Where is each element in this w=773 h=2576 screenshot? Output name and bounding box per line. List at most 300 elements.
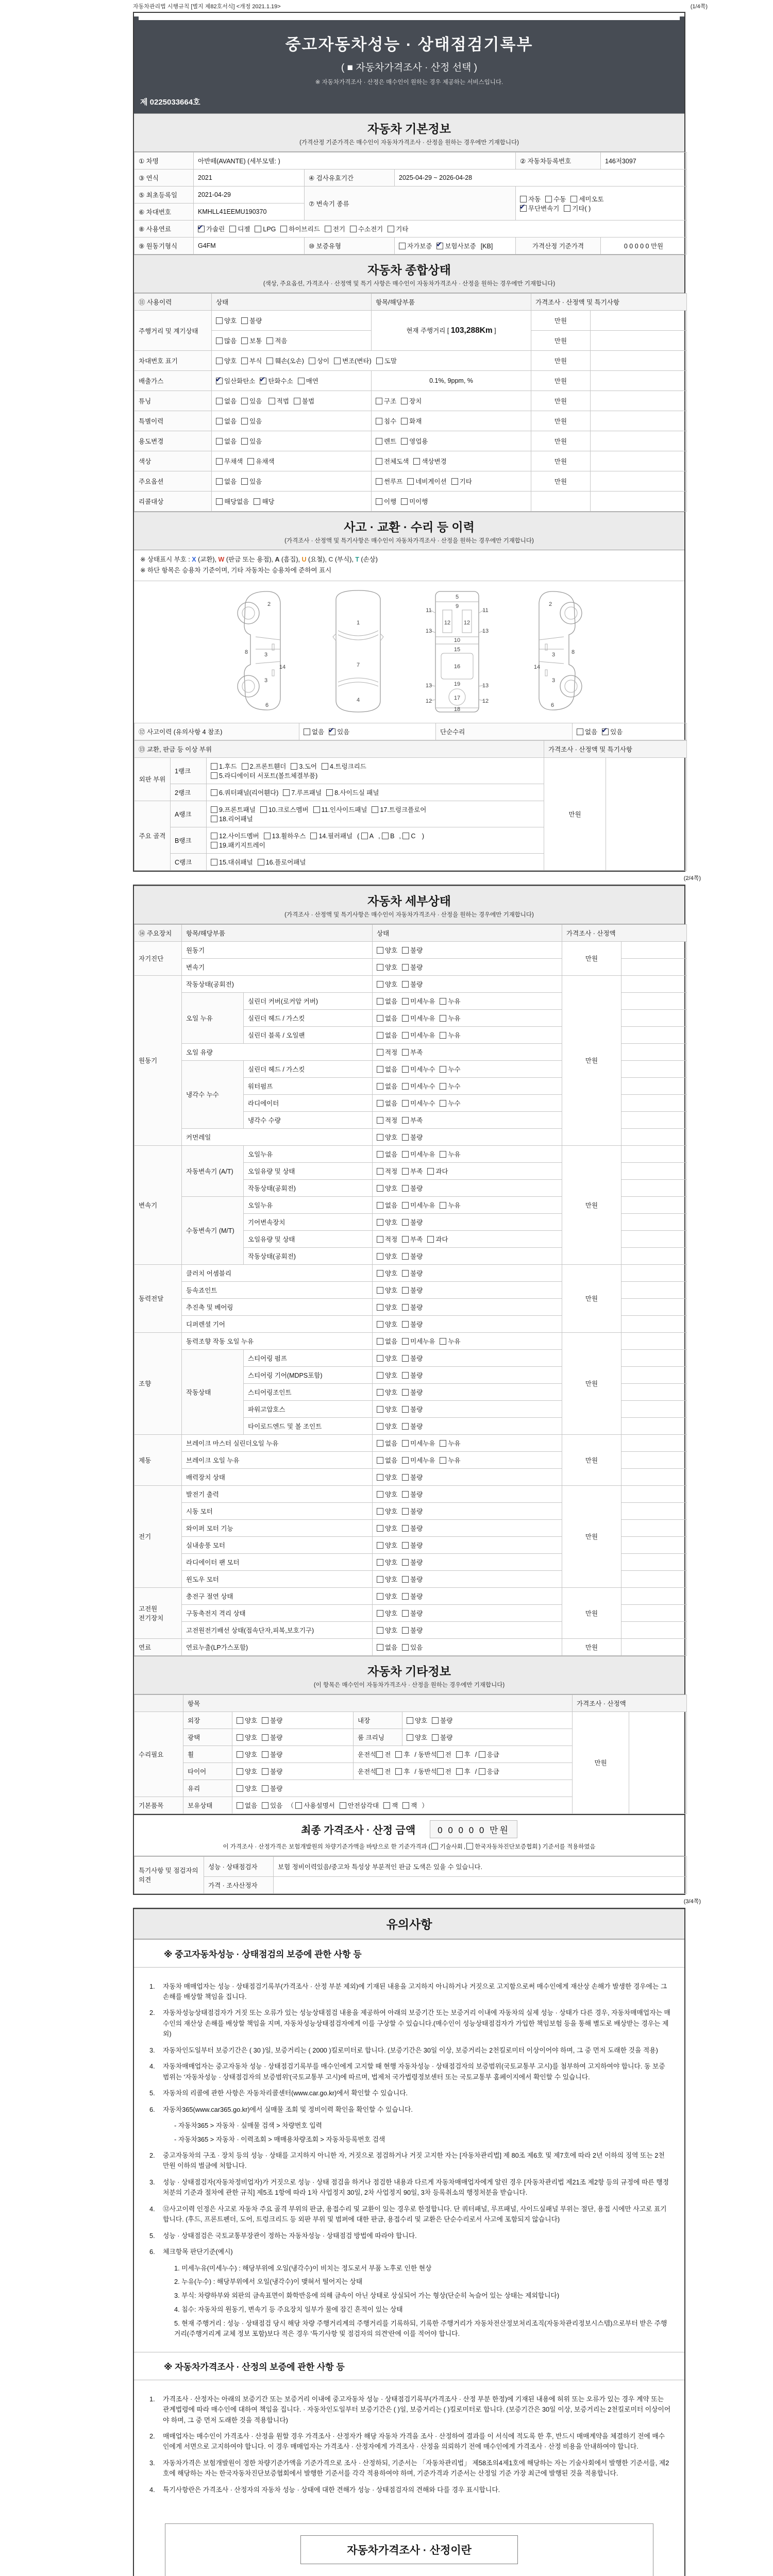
checkbox-후[interactable] [456, 1767, 470, 1776]
checkbox-box[interactable] [602, 728, 609, 735]
checkbox-box[interactable] [427, 1236, 434, 1243]
checkbox-있음[interactable] [241, 436, 262, 446]
checkbox-양호[interactable] [377, 1506, 397, 1516]
checkbox-색상변경[interactable] [413, 456, 446, 466]
checkbox-box[interactable] [340, 1802, 346, 1809]
checkbox-box[interactable] [262, 1785, 268, 1792]
checkbox-box[interactable] [432, 1717, 439, 1724]
checkbox-box[interactable] [377, 1644, 383, 1651]
checkbox-box[interactable] [313, 806, 320, 813]
checkbox-렌트[interactable] [376, 436, 396, 446]
checkbox-적정[interactable] [377, 1115, 397, 1125]
checkbox-box[interactable] [402, 1236, 409, 1243]
checkbox-box[interactable] [377, 1389, 383, 1396]
checkbox-없음[interactable] [237, 1801, 257, 1810]
checkbox-box[interactable] [377, 1270, 383, 1277]
checkbox-box[interactable] [577, 728, 583, 735]
checkbox-적정[interactable] [377, 1234, 397, 1244]
checkbox-후[interactable] [395, 1767, 410, 1776]
checkbox-box[interactable] [376, 398, 382, 404]
checkbox-box[interactable] [216, 418, 223, 425]
checkbox-box[interactable] [402, 1610, 409, 1617]
checkbox-양호[interactable] [377, 1574, 397, 1584]
checkbox-양호[interactable] [377, 1608, 397, 1618]
checkbox-적법[interactable] [268, 396, 289, 405]
checkbox-box[interactable] [377, 1321, 383, 1328]
checkbox-해당없음[interactable] [216, 497, 249, 506]
checkbox-box[interactable] [402, 1219, 409, 1226]
checkbox-box[interactable] [376, 498, 382, 505]
checkbox-box[interactable] [388, 226, 394, 232]
checkbox-box[interactable] [377, 1151, 383, 1158]
checkbox-box[interactable] [377, 1253, 383, 1260]
checkbox-box[interactable] [402, 1321, 409, 1328]
checkbox-box[interactable] [402, 1100, 409, 1107]
checkbox-box[interactable] [377, 1491, 383, 1498]
checkbox-기술사회[interactable] [431, 1842, 462, 1851]
checkbox-box[interactable] [325, 226, 331, 232]
checkbox-box[interactable] [402, 1015, 409, 1022]
checkbox-box[interactable] [291, 763, 297, 770]
checkbox-불량[interactable] [402, 945, 423, 955]
checkbox-box[interactable] [432, 1734, 439, 1741]
checkbox-훼손(오손)[interactable] [266, 356, 304, 365]
checkbox-box[interactable] [372, 806, 378, 813]
checkbox-box[interactable] [377, 981, 383, 988]
checkbox-없음[interactable] [377, 1200, 397, 1210]
checkbox-15.대쉬패널[interactable] [211, 857, 253, 867]
checkbox-box[interactable] [262, 1768, 268, 1775]
checkbox-box[interactable] [564, 205, 570, 212]
checkbox-불량[interactable] [402, 1506, 423, 1516]
checkbox-장치[interactable] [401, 396, 422, 405]
checkbox-box[interactable] [262, 1717, 268, 1724]
checkbox-양호[interactable] [377, 1268, 397, 1278]
checkbox-box[interactable] [377, 1100, 383, 1107]
checkbox-box[interactable] [402, 1117, 409, 1124]
checkbox-box[interactable] [402, 1151, 409, 1158]
checkbox-box[interactable] [402, 1355, 409, 1362]
checkbox-box[interactable] [361, 833, 368, 839]
checkbox-box[interactable] [242, 763, 248, 770]
checkbox-적정[interactable] [377, 1166, 397, 1176]
checkbox-양호[interactable] [407, 1733, 427, 1742]
checkbox-누유[interactable] [440, 1438, 460, 1448]
checkbox-box[interactable] [402, 1134, 409, 1141]
checkbox-불량[interactable] [402, 1319, 423, 1329]
checkbox-box[interactable] [402, 833, 409, 839]
checkbox-불량[interactable] [402, 1251, 423, 1261]
checkbox-디젤[interactable] [229, 224, 250, 233]
checkbox-12.사이드멤버[interactable] [211, 831, 259, 840]
checkbox-양호[interactable] [377, 945, 397, 955]
checkbox-box[interactable] [377, 1457, 383, 1464]
checkbox-양호[interactable] [377, 1132, 397, 1142]
checkbox-box[interactable] [402, 1202, 409, 1209]
checkbox-자가보증[interactable] [399, 241, 432, 250]
checkbox-8.사이드실 패널[interactable] [326, 788, 379, 797]
checkbox-box[interactable] [237, 1751, 243, 1758]
checkbox-양호[interactable] [377, 1370, 397, 1380]
checkbox-없음[interactable] [577, 727, 597, 736]
checkbox-box[interactable] [241, 478, 248, 485]
checkbox-box[interactable] [402, 1474, 409, 1481]
checkbox-불량[interactable] [402, 1523, 423, 1533]
checkbox-양호[interactable] [216, 316, 237, 325]
checkbox-누유[interactable] [440, 1149, 460, 1159]
checkbox-불량[interactable] [402, 1183, 423, 1193]
checkbox-box[interactable] [294, 398, 300, 404]
checkbox-box[interactable] [401, 438, 408, 445]
checkbox-box[interactable] [260, 806, 267, 813]
checkbox-box[interactable] [377, 1559, 383, 1566]
checkbox-box[interactable] [456, 1768, 463, 1775]
checkbox-box[interactable] [237, 1785, 243, 1792]
checkbox-box[interactable] [377, 1406, 383, 1413]
checkbox-사용설명서[interactable] [295, 1801, 334, 1810]
checkbox-수동[interactable] [545, 194, 566, 204]
checkbox-전[interactable] [376, 1750, 391, 1759]
checkbox-양호[interactable] [377, 962, 397, 972]
checkbox-양호[interactable] [407, 1716, 427, 1725]
checkbox-양호[interactable] [377, 1421, 397, 1431]
checkbox-있음[interactable] [262, 1801, 282, 1810]
checkbox-응급[interactable] [479, 1750, 499, 1759]
checkbox-불법[interactable] [294, 396, 314, 405]
checkbox-box[interactable] [241, 317, 248, 324]
checkbox-양호[interactable] [377, 1217, 397, 1227]
checkbox-box[interactable] [377, 1355, 383, 1362]
checkbox-과다[interactable] [427, 1166, 448, 1176]
checkbox-box[interactable] [377, 1117, 383, 1124]
checkbox-양호[interactable] [377, 1183, 397, 1193]
checkbox-box[interactable] [216, 458, 223, 465]
checkbox-box[interactable] [216, 498, 223, 505]
checkbox-box[interactable] [216, 378, 223, 384]
checkbox-box[interactable] [376, 438, 382, 445]
checkbox-불량[interactable] [262, 1716, 282, 1725]
checkbox-양호[interactable] [377, 1404, 397, 1414]
checkbox-미세누유[interactable] [402, 996, 435, 1006]
checkbox-양호[interactable] [377, 1591, 397, 1601]
checkbox-없음[interactable] [216, 477, 237, 486]
checkbox-잭[interactable] [402, 1801, 417, 1810]
checkbox-없음[interactable] [377, 1013, 397, 1023]
checkbox-도말[interactable] [376, 356, 397, 365]
checkbox-불량[interactable] [402, 1421, 423, 1431]
checkbox-양호[interactable] [377, 1285, 397, 1295]
checkbox-누유[interactable] [440, 996, 460, 1006]
checkbox-box[interactable] [241, 337, 248, 344]
checkbox-box[interactable] [440, 1440, 446, 1447]
checkbox-box[interactable] [376, 358, 383, 364]
checkbox-box[interactable] [326, 789, 333, 796]
checkbox-양호[interactable] [377, 1319, 397, 1329]
checkbox-불량[interactable] [402, 1353, 423, 1363]
checkbox-전[interactable] [437, 1750, 451, 1759]
checkbox-box[interactable] [377, 1287, 383, 1294]
checkbox-box[interactable] [376, 1751, 383, 1758]
checkbox-box[interactable] [402, 1406, 409, 1413]
checkbox-box[interactable] [382, 833, 389, 839]
checkbox-불량[interactable] [402, 1404, 423, 1414]
checkbox-box[interactable] [377, 1185, 383, 1192]
checkbox-불량[interactable] [402, 1132, 423, 1142]
checkbox-box[interactable] [329, 728, 335, 735]
checkbox-box[interactable] [376, 458, 382, 465]
checkbox-box[interactable] [377, 1474, 383, 1481]
checkbox-box[interactable] [383, 1802, 390, 1809]
checkbox-box[interactable] [402, 1270, 409, 1277]
checkbox-box[interactable] [377, 1610, 383, 1617]
checkbox-전[interactable] [437, 1767, 451, 1776]
checkbox-있음[interactable] [329, 727, 349, 736]
checkbox-box[interactable] [545, 196, 552, 202]
checkbox-탄화수소[interactable] [260, 376, 293, 385]
checkbox-미세누유[interactable] [402, 1149, 435, 1159]
checkbox-미세누유[interactable] [402, 1013, 435, 1023]
checkbox-box[interactable] [402, 1576, 409, 1583]
checkbox-box[interactable] [402, 1491, 409, 1498]
checkbox-양호[interactable] [237, 1767, 257, 1776]
checkbox-LPG[interactable] [255, 226, 276, 233]
checkbox-box[interactable] [262, 1802, 268, 1809]
checkbox-box[interactable] [283, 789, 290, 796]
checkbox-19.패키지트레이[interactable] [211, 840, 265, 850]
checkbox-14.필러패널[interactable] [310, 831, 352, 840]
checkbox-box[interactable] [402, 1066, 409, 1073]
checkbox-양호[interactable] [216, 356, 237, 365]
checkbox-box[interactable] [255, 226, 261, 232]
checkbox-11.인사이드패널[interactable] [313, 805, 367, 814]
checkbox-box[interactable] [402, 1083, 409, 1090]
checkbox-box[interactable] [402, 1253, 409, 1260]
checkbox-불량[interactable] [402, 1217, 423, 1227]
checkbox-box[interactable] [402, 1032, 409, 1039]
checkbox-box[interactable] [377, 964, 383, 971]
checkbox-box[interactable] [295, 1802, 302, 1809]
checkbox-box[interactable] [401, 418, 408, 425]
checkbox-기타[interactable] [451, 477, 472, 486]
checkbox-부족[interactable] [402, 1234, 423, 1244]
checkbox-불량[interactable] [402, 1489, 423, 1499]
checkbox-box[interactable] [402, 1802, 409, 1809]
checkbox-box[interactable] [402, 1508, 409, 1515]
checkbox-box[interactable] [377, 1236, 383, 1243]
checkbox-box[interactable] [309, 358, 315, 364]
checkbox-없음[interactable] [377, 1336, 397, 1346]
checkbox-이행[interactable] [376, 497, 396, 506]
checkbox-box[interactable] [402, 1168, 409, 1175]
checkbox-양호[interactable] [377, 1557, 397, 1567]
checkbox-box[interactable] [377, 1134, 383, 1141]
checkbox-box[interactable] [436, 243, 443, 249]
checkbox-전기[interactable] [325, 224, 345, 233]
checkbox-불량[interactable] [402, 1472, 423, 1482]
checkbox-box[interactable] [413, 458, 420, 465]
checkbox-가솔린[interactable] [198, 224, 225, 233]
checkbox-box[interactable] [377, 1066, 383, 1073]
checkbox-box[interactable] [402, 1525, 409, 1532]
checkbox-box[interactable] [211, 842, 217, 849]
checkbox-box[interactable] [456, 1751, 463, 1758]
checkbox-box[interactable] [377, 1576, 383, 1583]
checkbox-box[interactable] [376, 478, 382, 485]
checkbox-box[interactable] [216, 398, 223, 404]
checkbox-없음[interactable] [304, 727, 324, 736]
checkbox-양호[interactable] [377, 979, 397, 989]
checkbox-box[interactable] [377, 1508, 383, 1515]
checkbox-미세누유[interactable] [402, 1455, 435, 1465]
checkbox-box[interactable] [402, 1423, 409, 1430]
checkbox-불량[interactable] [402, 1285, 423, 1295]
checkbox-box[interactable] [401, 398, 408, 404]
checkbox-box[interactable] [402, 1559, 409, 1566]
checkbox-A[interactable] [361, 833, 374, 840]
checkbox-3.도어[interactable] [291, 761, 317, 771]
checkbox-불량[interactable] [402, 1302, 423, 1312]
checkbox-box[interactable] [402, 998, 409, 1005]
checkbox-box[interactable] [237, 1717, 243, 1724]
checkbox-box[interactable] [440, 1202, 446, 1209]
checkbox-5.라디에이터 서포트(볼트체결부품)[interactable] [211, 771, 317, 780]
checkbox-불량[interactable] [402, 1591, 423, 1601]
checkbox-box[interactable] [264, 833, 271, 839]
checkbox-box[interactable] [247, 458, 254, 465]
checkbox-불량[interactable] [262, 1750, 282, 1759]
checkbox-box[interactable] [377, 1542, 383, 1549]
checkbox-box[interactable] [440, 1015, 446, 1022]
checkbox-양호[interactable] [377, 1523, 397, 1533]
checkbox-box[interactable] [427, 1168, 434, 1175]
checkbox-box[interactable] [570, 196, 577, 202]
checkbox-화재[interactable] [401, 416, 422, 426]
checkbox-box[interactable] [402, 1049, 409, 1056]
checkbox-부족[interactable] [402, 1115, 423, 1125]
checkbox-box[interactable] [395, 1768, 402, 1775]
checkbox-부식[interactable] [241, 356, 262, 365]
checkbox-불량[interactable] [432, 1716, 452, 1725]
checkbox-부족[interactable] [402, 1166, 423, 1176]
checkbox-box[interactable] [211, 763, 217, 770]
checkbox-box[interactable] [377, 1015, 383, 1022]
checkbox-없음[interactable] [377, 996, 397, 1006]
checkbox-후[interactable] [456, 1750, 470, 1759]
checkbox-box[interactable] [377, 1593, 383, 1600]
checkbox-box[interactable] [216, 337, 223, 344]
checkbox-box[interactable] [377, 1440, 383, 1447]
checkbox-양호[interactable] [377, 1353, 397, 1363]
checkbox-B[interactable] [382, 833, 394, 840]
checkbox-box[interactable] [520, 205, 527, 212]
checkbox-13.휠하우스[interactable] [264, 831, 306, 840]
checkbox-있음[interactable] [402, 1642, 423, 1652]
checkbox-box[interactable] [377, 1627, 383, 1634]
checkbox-box[interactable] [440, 998, 446, 1005]
checkbox-box[interactable] [402, 964, 409, 971]
checkbox-17.트렁크플로어[interactable] [372, 805, 426, 814]
checkbox-box[interactable] [451, 478, 458, 485]
checkbox-누유[interactable] [440, 1336, 460, 1346]
checkbox-없음[interactable] [377, 1030, 397, 1040]
checkbox-양호[interactable] [377, 1387, 397, 1397]
checkbox-box[interactable] [401, 498, 408, 505]
checkbox-미이행[interactable] [401, 497, 428, 506]
checkbox-box[interactable] [211, 789, 217, 796]
checkbox-응급[interactable] [479, 1767, 499, 1776]
checkbox-9.프론트패널[interactable] [211, 805, 256, 814]
checkbox-구조[interactable] [376, 396, 396, 405]
checkbox-box[interactable] [260, 378, 266, 384]
checkbox-불량[interactable] [402, 1574, 423, 1584]
checkbox-없음[interactable] [377, 1081, 397, 1091]
checkbox-box[interactable] [280, 226, 287, 232]
checkbox-미세누유[interactable] [402, 1336, 435, 1346]
checkbox-box[interactable] [377, 1423, 383, 1430]
checkbox-누수[interactable] [440, 1081, 460, 1091]
checkbox-기타[interactable] [388, 224, 408, 233]
checkbox-없음[interactable] [216, 396, 237, 405]
checkbox-box[interactable] [377, 1338, 383, 1345]
checkbox-양호[interactable] [377, 1302, 397, 1312]
checkbox-box[interactable] [350, 226, 357, 232]
checkbox-적음[interactable] [266, 336, 287, 345]
checkbox-18.리어패널[interactable] [211, 814, 253, 823]
checkbox-box[interactable] [402, 1644, 409, 1651]
checkbox-누수[interactable] [440, 1064, 460, 1074]
checkbox-box[interactable] [298, 378, 305, 384]
checkbox-양호[interactable] [237, 1750, 257, 1759]
checkbox-box[interactable] [304, 728, 310, 735]
checkbox-box[interactable] [377, 1083, 383, 1090]
checkbox-과다[interactable] [427, 1234, 448, 1244]
checkbox-변조(변타)[interactable] [334, 356, 372, 365]
checkbox-box[interactable] [211, 772, 217, 779]
checkbox-하이브리드[interactable] [280, 224, 320, 233]
checkbox-box[interactable] [520, 196, 527, 202]
checkbox-box[interactable] [407, 478, 414, 485]
checkbox-불량[interactable] [262, 1784, 282, 1793]
checkbox-양호[interactable] [237, 1784, 257, 1793]
checkbox-미세누수[interactable] [402, 1098, 435, 1108]
checkbox-box[interactable] [237, 1802, 243, 1809]
checkbox-양호[interactable] [237, 1733, 257, 1742]
checkbox-box[interactable] [211, 859, 217, 866]
checkbox-box[interactable] [440, 1338, 446, 1345]
checkbox-없음[interactable] [377, 1098, 397, 1108]
checkbox-미세누유[interactable] [402, 1438, 435, 1448]
checkbox-누유[interactable] [440, 1200, 460, 1210]
checkbox-1.후드[interactable] [211, 761, 237, 771]
checkbox-안전삼각대[interactable] [340, 1801, 379, 1810]
checkbox-6.쿼터패널(리어휀다)[interactable] [211, 788, 278, 797]
checkbox-box[interactable] [377, 1372, 383, 1379]
checkbox-box[interactable] [402, 1338, 409, 1345]
checkbox-box[interactable] [395, 1751, 402, 1758]
checkbox-없음[interactable] [377, 1064, 397, 1074]
checkbox-box[interactable] [241, 418, 248, 425]
checkbox-box[interactable] [431, 1843, 438, 1850]
checkbox-box[interactable] [402, 981, 409, 988]
checkbox-box[interactable] [402, 1185, 409, 1192]
checkbox-16.플로어패널[interactable] [258, 857, 306, 867]
checkbox-box[interactable] [463, 1843, 473, 1850]
checkbox-보통[interactable] [241, 336, 262, 345]
checkbox-양호[interactable] [377, 1251, 397, 1261]
checkbox-기타( )[interactable] [564, 204, 591, 213]
checkbox-2.프론트휀더[interactable] [242, 761, 287, 771]
checkbox-양호[interactable] [377, 1625, 397, 1635]
